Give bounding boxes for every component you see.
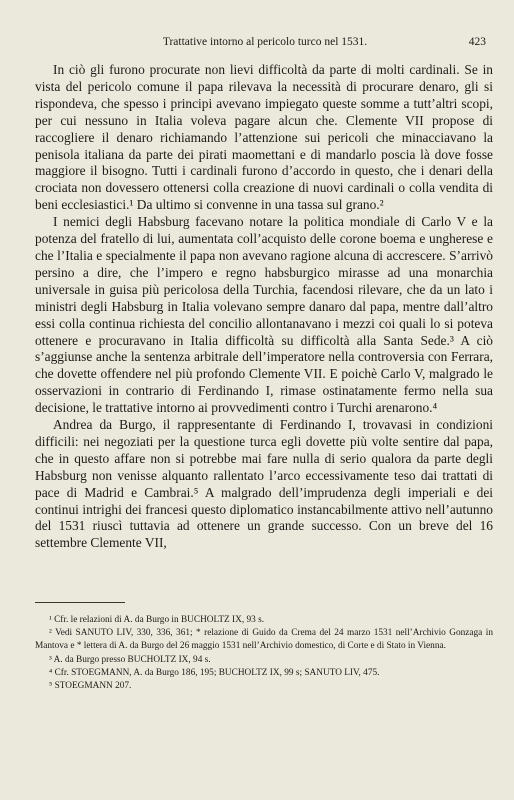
paragraph: In ciò gli furono procurate non lievi difficoltà da parte di molti cardinali. Se in vista del pericolo comune il papa rilevava la necessità di procurare denaro, gli si rispondeva, che spesso i principi avevano impiegato queste somme a tutt’altri scopi, per cui nessuno in Italia voleva pagare alcun che. Clemente VII propose di raccogliere il denaro richiamando l’attenzione sui pericoli che minacciavano la penisola italiana da parte dei pirati maomettani e di mandarlo poscia là dove fosse maggiore il bisogno. Tutti i cardinali furono d’accordo in questo, che i denari della crociata non dovessero ottenersi colla creazione di nuovi cardinali o colla vendita di beni ecclesiastici.¹ Da ultimo si convenne in una tassa sul grano.²	[35, 62, 493, 213]
running-title: Trattative intorno al pericolo turco nel 1531.	[162, 36, 368, 48]
main-text	[35, 62, 493, 552]
footnote: ³ A. da Burgo presso BUCHOLTZ IX, 94 s.	[49, 654, 211, 665]
paragraph: I nemici degli Habsburg facevano notare la politica mondiale di Carlo V e la potenza del fratello di lui, aumentata coll’acquisto delle corone boema e ungherese e che l’Italia e specialmente il papa non avevano ragione alcuna di accrescere. S’arrivò persino a dire, che l’impero e regno habsburgico mirasse ad una monarchia universale in guisa più pericolosa della Turchia, facendosi rilevare, che da un lato i ministri degli Habsburg in Italia volevano sempre danaro dal papa, mentre dall’altro essi colla continua richiesta del concilio allontanavano i mezzi coi quali lo si poteva ottenere e procuravano in Italia difficoltà su difficoltà alla Santa Sede.³ A ciò s’aggiunse anche la sentenza arbitrale dell’imperatore nella controversia con Ferrara, che dovette offendere nel più profondo Clemente VII. E poichè Carlo V, malgrado le osservazioni in contrario di Ferdinando I, rimase ostinatamente fermo nella sua decisione, le trattative intorno ai provvedimenti contro i Turchi arenarono.⁴	[35, 214, 493, 416]
page-number: 423	[468, 36, 486, 48]
footnote: ⁴ Cfr. STOEGMANN, A. da Burgo 186, 195; BUCHOLTZ IX, 99 s; SANUTO LIV, 475.	[49, 667, 380, 678]
paragraph: Andrea da Burgo, il rappresentante di Ferdinando I, trovavasi in condizioni difficili: nei negoziati per la questione turca egli dovette più volte sentire dal papa, che in questo affare non si potrebbe mai fare nulla di serio qualora da parte degli Habsburg non venisse alquanto rallentato l’arco eccessivamente teso dai trattati di pace di Madrid e Cambrai.⁵ A malgrado dell’imprudenza degli imperiali e dei continui intrighi dei francesi questo diplomatico instancabilmente attivo nell’autunno del 1531 riuscì tuttavia ad ottenere un grande successo. Con un breve del 16 settembre Clemente VII,	[35, 417, 493, 551]
footnote-divider	[35, 602, 125, 603]
footnote: ¹ Cfr. le relazioni di A. da Burgo in BUCHOLTZ IX, 93 s.	[49, 615, 265, 625]
footnotes	[35, 614, 493, 693]
footnote: ² Vedi SANUTO LIV, 330, 336, 361; * relazione di Guido da Crema del 24 marzo 1531 nell’Archivio Gonzaga in Mantova e * lettera di A. da Burgo del 26 maggio 1531 nell’Archivio domestico, di Corte e di Stato in Vienna.	[35, 628, 493, 652]
footnote: ⁵ STOEGMANN 207.	[49, 681, 132, 692]
